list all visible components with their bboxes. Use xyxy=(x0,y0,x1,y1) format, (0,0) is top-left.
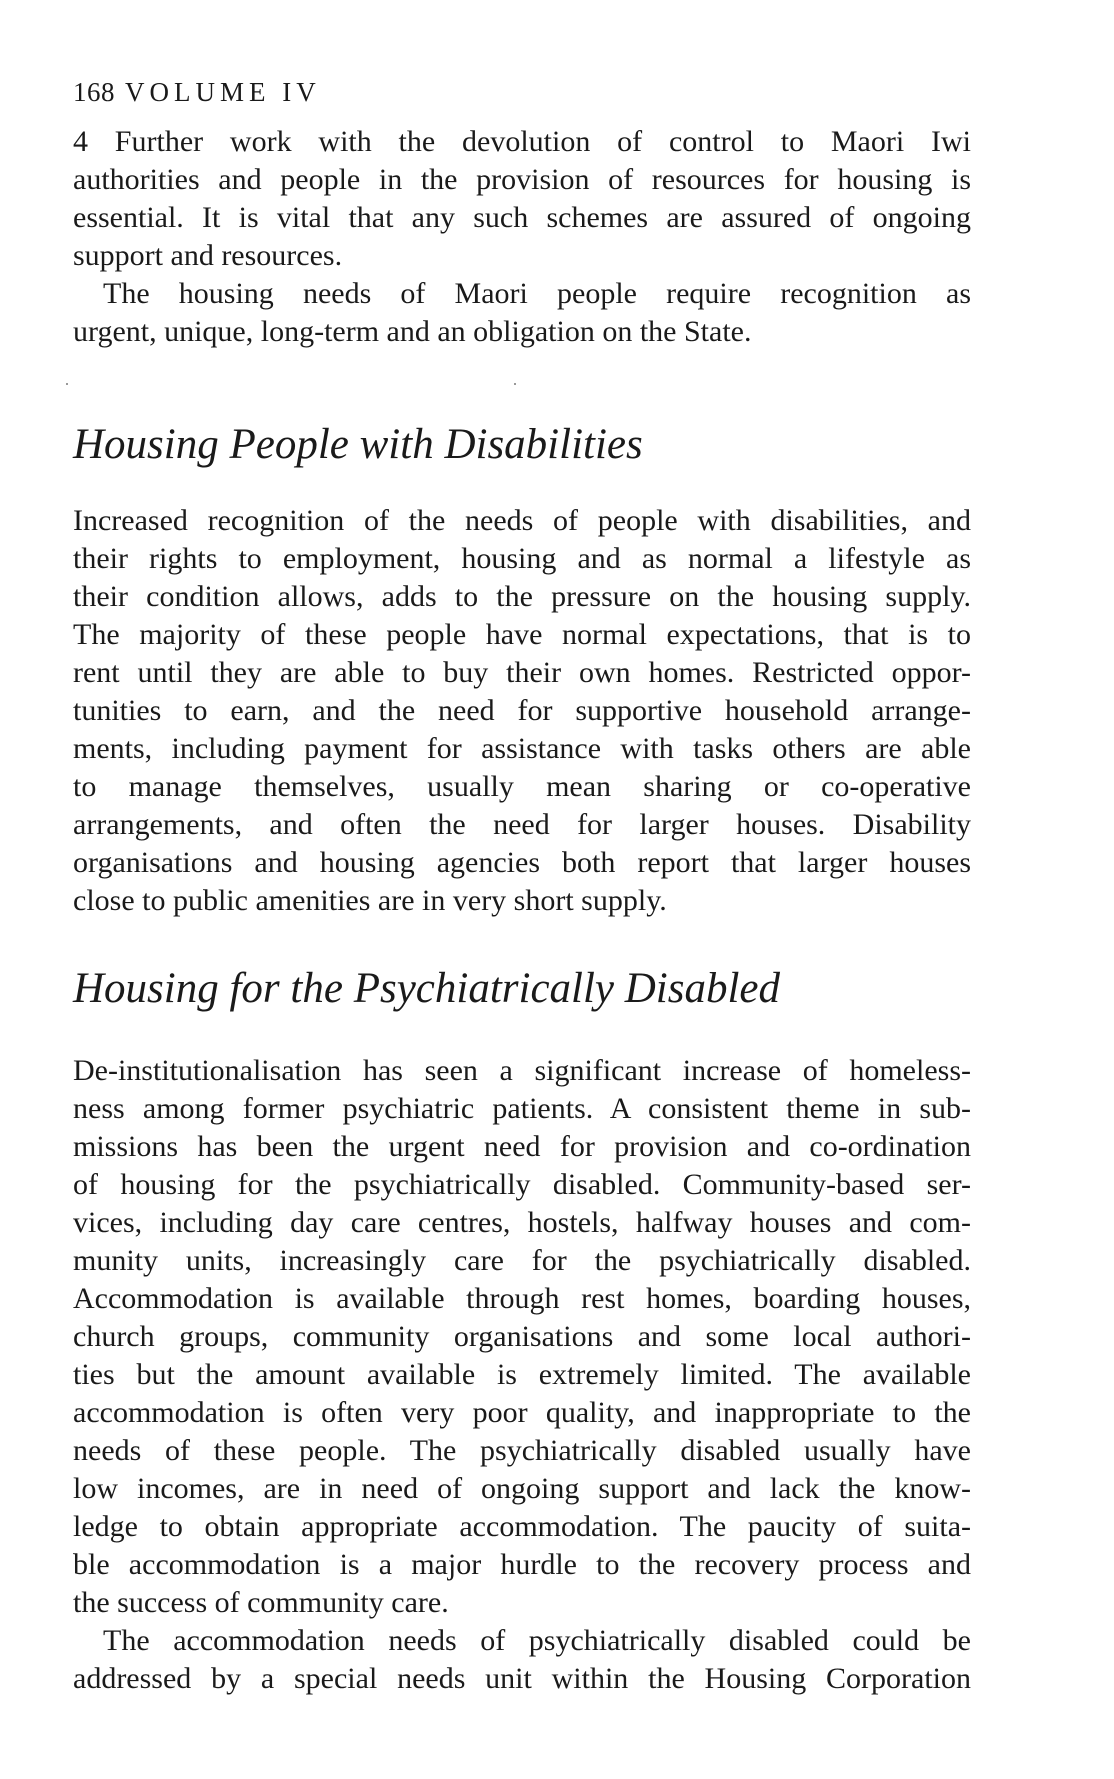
intro-paragraph xyxy=(73,275,971,351)
text-line: church groups, community organisations and some local authori- xyxy=(73,1320,971,1353)
text-line: addressed by a special needs unit within the Housing Corporation xyxy=(73,1662,971,1695)
text-line: needs of these people. The psychiatrically disabled usually have xyxy=(73,1434,971,1467)
text-line: missions has been the urgent need for provision and co-ordination xyxy=(73,1130,971,1163)
text-line: close to public amenities are in very short supply. xyxy=(73,884,667,917)
psychiatric-paragraph-2 xyxy=(73,1622,971,1698)
text-line: essential. It is vital that any such schemes are assured of ongoing xyxy=(73,201,971,234)
text-line: their rights to employment, housing and as normal a lifestyle as xyxy=(73,542,971,575)
text-line: ness among former psychiatric patients. A consistent theme in sub- xyxy=(73,1092,971,1125)
speck xyxy=(66,383,68,385)
section-heading-disabilities: Housing People with Disabilities xyxy=(73,421,643,468)
text-line: 4 Further work with the devolution of control to Maori Iwi xyxy=(73,125,971,158)
text-line: ments, including payment for assistance with tasks others are able xyxy=(73,732,971,765)
text-line: De-institutionalisation has seen a significant increase of homeless- xyxy=(73,1054,971,1087)
text-line: authorities and people in the provision of resources for housing is xyxy=(73,163,971,196)
page-number: 168 xyxy=(73,77,115,107)
speck xyxy=(514,383,516,385)
text-line: Accommodation is available through rest homes, boarding houses, xyxy=(73,1282,971,1315)
text-line: The majority of these people have normal expectations, that is to xyxy=(73,618,971,651)
disabilities-paragraph xyxy=(73,502,971,920)
text-line: munity units, increasingly care for the psychiatrically disabled. xyxy=(73,1244,971,1277)
running-head xyxy=(73,76,321,108)
text-line: The housing needs of Maori people require recognition as xyxy=(103,277,971,310)
text-line: low incomes, are in need of ongoing support and lack the know- xyxy=(73,1472,971,1505)
text-line: to manage themselves, usually mean sharing or co-operative xyxy=(73,770,971,803)
text-line: vices, including day care centres, hostels, halfway houses and com- xyxy=(73,1206,971,1239)
psychiatric-paragraph-1 xyxy=(73,1052,971,1622)
text-line: support and resources. xyxy=(73,239,343,272)
text-line: Increased recognition of the needs of people with disabilities, and xyxy=(73,504,971,537)
text-line: ble accommodation is a major hurdle to the recovery process and xyxy=(73,1548,971,1581)
text-line: rent until they are able to buy their own homes. Restricted oppor- xyxy=(73,656,971,689)
section-heading-psychiatric: Housing for the Psychiatrically Disabled xyxy=(73,965,781,1012)
text-line: tunities to earn, and the need for supportive household arrange- xyxy=(73,694,971,727)
text-line: their condition allows, adds to the pressure on the housing supply. xyxy=(73,580,971,613)
intro-item-4 xyxy=(73,123,971,275)
text-line: the success of community care. xyxy=(73,1586,449,1619)
text-line: The accommodation needs of psychiatrically disabled could be xyxy=(103,1624,971,1657)
text-line: urgent, unique, long-term and an obligation on the State. xyxy=(73,315,752,348)
text-line: accommodation is often very poor quality, and inappropriate to the xyxy=(73,1396,971,1429)
text-line: arrangements, and often the need for larger houses. Disability xyxy=(73,808,971,841)
text-line: organisations and housing agencies both report that larger houses xyxy=(73,846,971,879)
text-line: ties but the amount available is extremely limited. The available xyxy=(73,1358,971,1391)
text-line: of housing for the psychiatrically disabled. Community-based ser- xyxy=(73,1168,971,1201)
text-line: ledge to obtain appropriate accommodation. The paucity of suita- xyxy=(73,1510,971,1543)
volume-label: VOLUME IV xyxy=(125,77,321,107)
